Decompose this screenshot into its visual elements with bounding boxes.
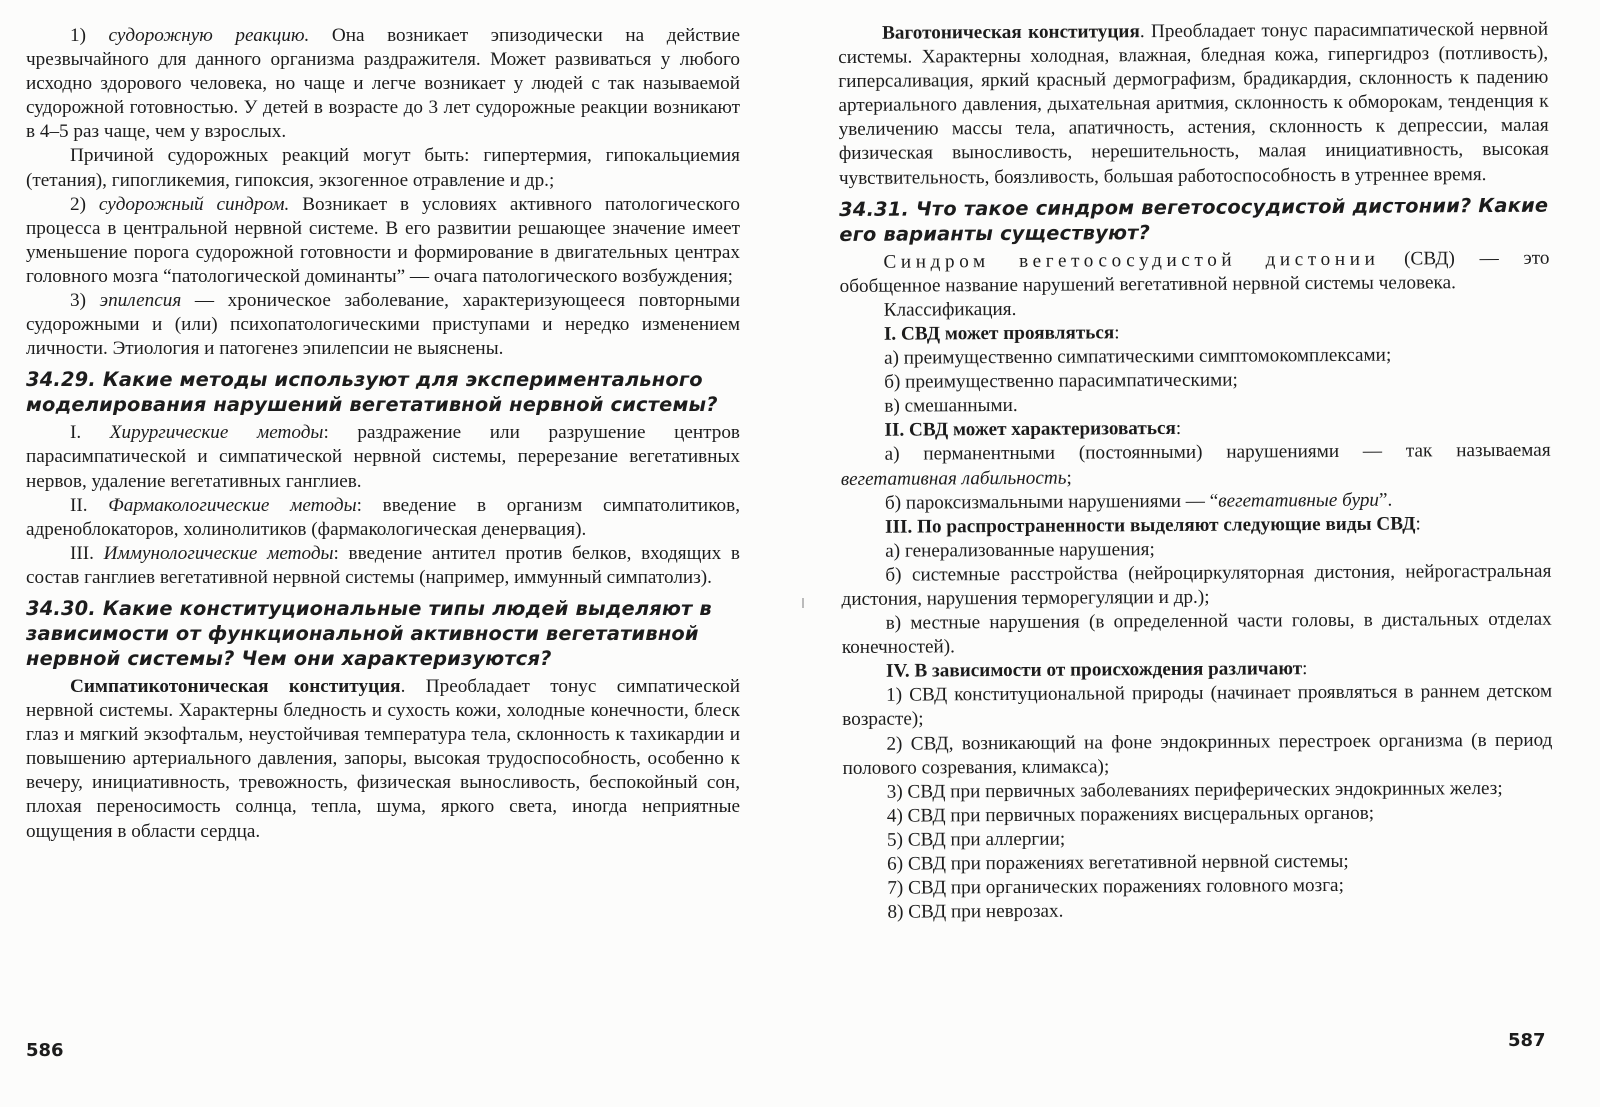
class-1-item-c: в) смешанными. [884,395,1018,417]
class-1-heading: I. СВД может проявляться: [883,322,1120,345]
class-4-item-7: 7) СВД при органических поражениях головного мозга; [887,875,1344,899]
class-4-item-2: 2) СВД, возникающий на фоне эндокринных перестроек организма (в период полового созревания, климакса); [842,729,1553,779]
left-text-column [26,24,740,844]
paragraph-sympathicotonic: Симпатикотоническая конституция. Преобладает тонус симпатической нервной системы. Характерны бледность и сухость кожи, холодные конечности, блеск глаз и мягкий экзофтальм, неустойчивая температура тела, склонность к тахикардии и повышению артериального давления, запоры, высокая трудоспособность, особенно к вечеру, инициативность, тревожность, физическая выносливость, беспокойный сон, плохая переносимость солнца, тепла, шума, яркого света, иногда неприятные ощущения в области сердца. [26,675,740,842]
class-4-item-3: 3) СВД при первичных заболеваниях периферических эндокринных желез; [886,777,1503,803]
gutter-mark [802,598,804,608]
term-vagotonic: Ваготоническая конституция [882,21,1140,44]
class-4-item-5: 5) СВД при аллергии; [886,828,1066,851]
left-page [0,0,790,1107]
paragraph-convulsive-syndrome: 2) судорожный синдром. Возникает в условиях активного патологического процесса в центральной нервной системе. В его развитии решающее значение имеет уменьшение порога судорожной готовности и формирование в двигательных центрах головного мозга “патологической доминанты” — очага патологического возбуждения; [26,193,740,287]
class-4-item-1: 1) СВД конституциональной природы (начинает проявляться в раннем детском возрасте); [842,680,1553,731]
class-4-heading: IV. В зависимости от происхождения различают: [885,658,1308,682]
term-convulsive-reaction: судорожную реакцию. [108,25,310,46]
term-svd: Синдром вегетососудистой дистонии [883,248,1380,273]
paragraph-pharmacological-methods: II. Фармакологические методы: введение в организм симпатолитиков, адреноблокаторов, холинолитиков (фармакологическая денервация). [26,494,740,540]
paragraph-vagotonic: Ваготоническая конституция. Преобладает тонус парасимпатической нервной системы. Характерны холодная, влажная, бледная кожа, гипергидроз (потливость), гиперсаливация, яркий красный дермографизм, брадикардия, склонность к падению артериального давления, дыхательная аритмия, склонность к обморокам, тенденция к увеличению массы тела, апатичность, астения, склонность к депрессии, малая физическая выносливость, нерешительность, малая инициативность, высокая чувствительность, боязливость, большая работоспособность в утреннее время. [838,18,1549,189]
classification-label: Классификация. [883,298,1017,321]
term-sympathicotonic: Симпатикотоническая конституция [70,675,401,697]
paragraph-convulsive-reaction: 1) судорожную реакцию. Она возникает эпизодически на действие чрезвычайного для данного организма раздражителя. Может развиваться у любого исходно здорового человека, но чаще и легче возникает у людей с так называемой судорожной готовностью. У детей в возрасте до 3 лет судорожные реакции возникают в 4–5 раз чаще, чем у взрослых. [26,25,740,143]
class-2-heading: II. СВД может характеризоваться: [884,418,1182,442]
class-2-item-b: б) пароксизмальными нарушениями — “вегетативные бури”. [884,489,1393,514]
term-surgical-methods: Хирургические методы [109,422,324,444]
class-4-item-6: 6) СВД при поражениях вегетативной нервной системы; [887,850,1349,875]
question-heading-34-30: 34.30. Какие конституциональные типы людей выделяют в зависимости от функциональной активности вегетативной нервной системы? Чем они характеризуются? [26,596,712,670]
right-text-column [838,18,1554,926]
term-pharmacological-methods: Фармакологические методы [108,494,357,516]
page-number-left: 586 [26,1040,64,1061]
term-vegetative-lability: вегетативная лабильность [840,467,1067,490]
question-heading-34-31: 34.31. Что такое синдром вегетососудистой дистонии? Какие его варианты существуют? [839,193,1549,246]
question-heading-34-29: 34.29. Какие методы используют для экспериментального моделирования нарушений вегетативной нервной системы? [26,368,718,417]
term-convulsive-syndrome: судорожный синдром. [98,193,290,215]
paragraph-svd-definition: Синдром вегетососудистой дистонии (СВД) — это обобщенное название нарушений вегетативной нервной системы человека. [839,247,1550,297]
page-number-right: 587 [1508,1030,1546,1051]
right-page [810,0,1600,1107]
class-1-item-b: б) преимущественно парасимпатическими; [884,369,1238,393]
term-vegetative-storms: вегетативные бури [1218,489,1380,512]
term-epilepsy: эпилепсия [99,290,182,312]
class-4-item-8: 8) СВД при неврозах. [887,900,1064,923]
class-2-item-a: а) перманентными (постоянными) нарушениями — так называемая вегетативная лабильность; [840,440,1551,490]
paragraph-immunological-methods: III. Иммунологические методы: введение антител против белков, входящих в состав ганглиев вегетативной нервной системы (например, иммунный симпатолиз). [26,542,740,588]
class-1-item-a: а) преимущественно симпатическими симптомокомплексами; [883,344,1392,369]
class-3-item-b: б) системные расстройства (нейроциркуляторная дистония, нейрогастральная дистония, нарушения терморегуляции и др.); [841,560,1552,610]
class-4-item-4: 4) СВД при первичных поражениях висцеральных органов; [886,802,1375,827]
paragraph-causes: Причиной судорожных реакций могут быть: гипертермия, гипокальциемия (тетания), гипогликемия, гипоксия, экзогенное отравление и др.; [26,145,740,191]
paragraph-surgical-methods: I. Хирургические методы: раздражение или разрушение центров парасимпатической и симпатической нервной системы, перерезание вегетативных нервов, удаление вегетативных ганглиев. [26,422,740,492]
term-immunological-methods: Иммунологические методы [103,542,334,564]
class-3-item-a: а) генерализованные нарушения; [885,538,1155,562]
class-3-heading: III. По распространенности выделяют следующие виды СВД: [885,513,1421,538]
paragraph-epilepsy: 3) эпилепсия — хроническое заболевание, характеризующееся повторными судорожными и (или) психопатологическими приступами и нередко изменением личности. Этиология и патогенез эпилепсии не выяснены. [26,290,741,360]
class-3-item-c: в) местные нарушения (в определенной части головы, в дистальных отделах конечностей). [841,608,1552,659]
